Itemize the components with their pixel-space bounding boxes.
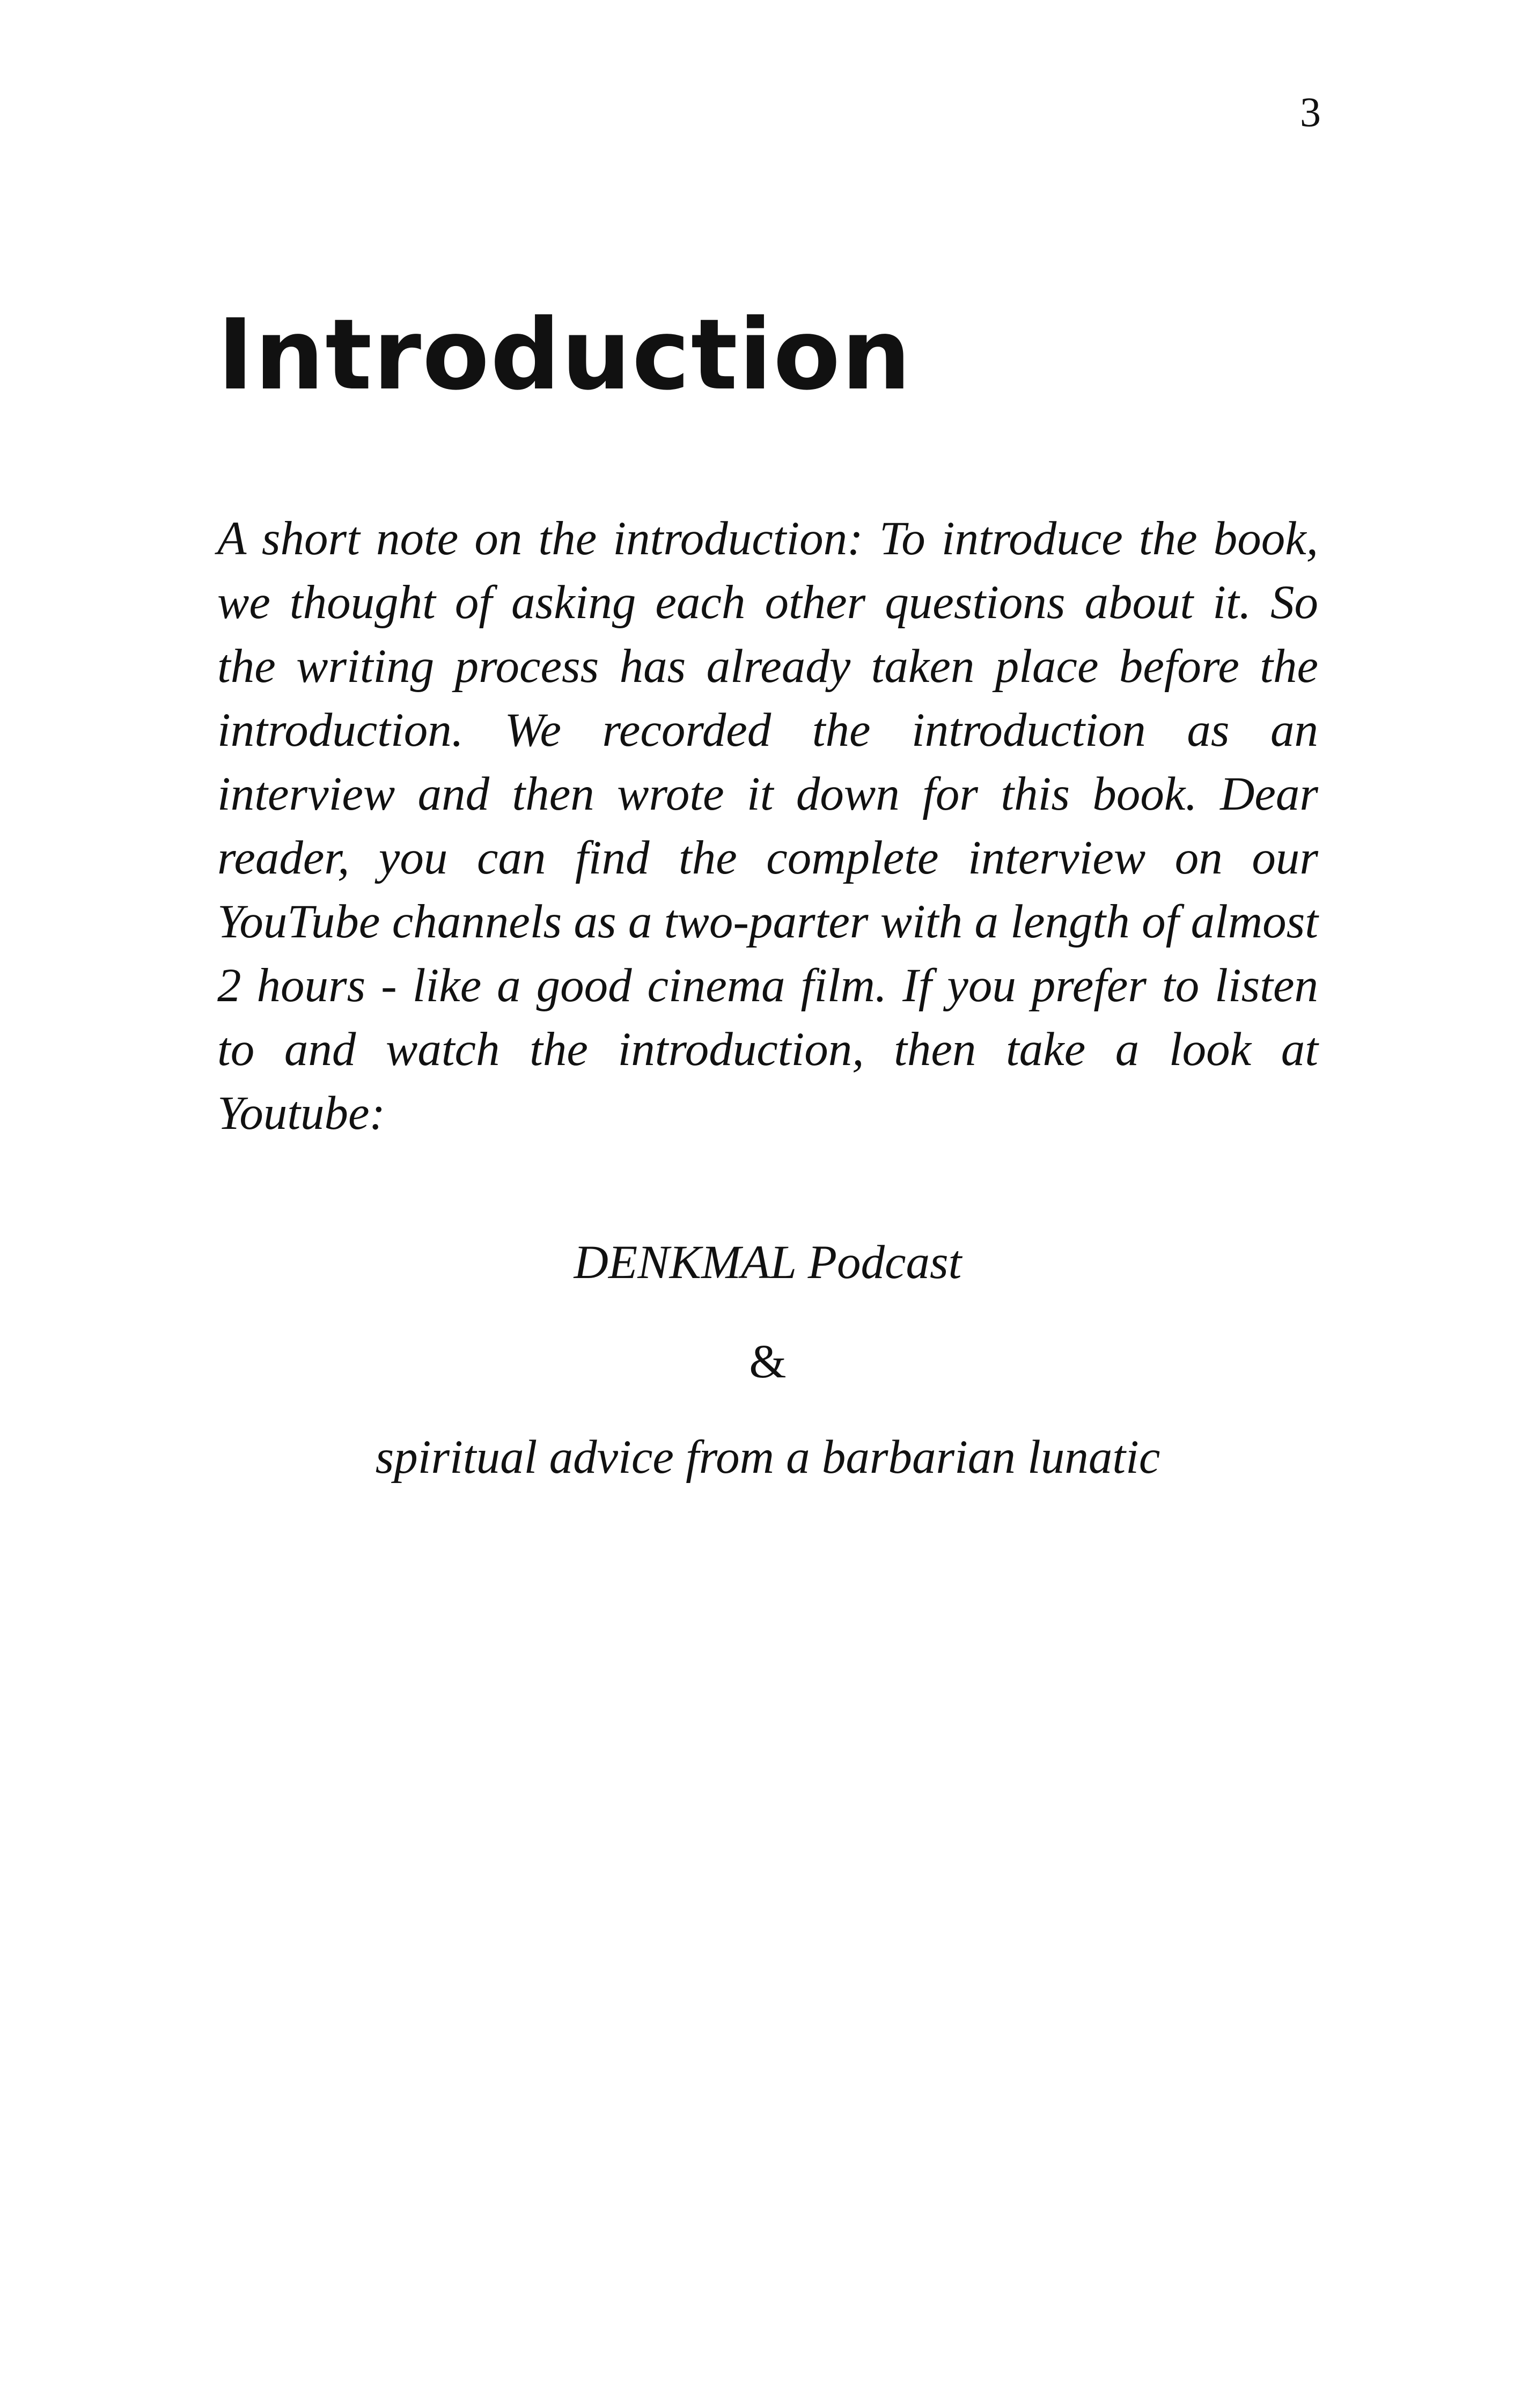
intro-note-paragraph: A short note on the introduction: To introduce the book, we thought of asking each other questions about it. So the writing process has already taken place before the introduction. We recorded the introduction as an interview and then wrote it down for this book. Dear reader, you can find the complete interview on our YouTube channels as a two-parter with a length of almost 2 hours - like a good cinema film. If you prefer to listen to and watch the introduction, then take a look at Youtube: xyxy=(217,512,1318,1140)
channel-separator: & xyxy=(749,1335,787,1388)
page-number: 3 xyxy=(1300,89,1321,135)
channel-spiritual-advice: spiritual advice from a barbarian lunatic xyxy=(375,1431,1160,1484)
chapter-title: Introduction xyxy=(217,298,912,412)
channel-denkmal-podcast: DENKMAL Podcast xyxy=(574,1236,962,1289)
